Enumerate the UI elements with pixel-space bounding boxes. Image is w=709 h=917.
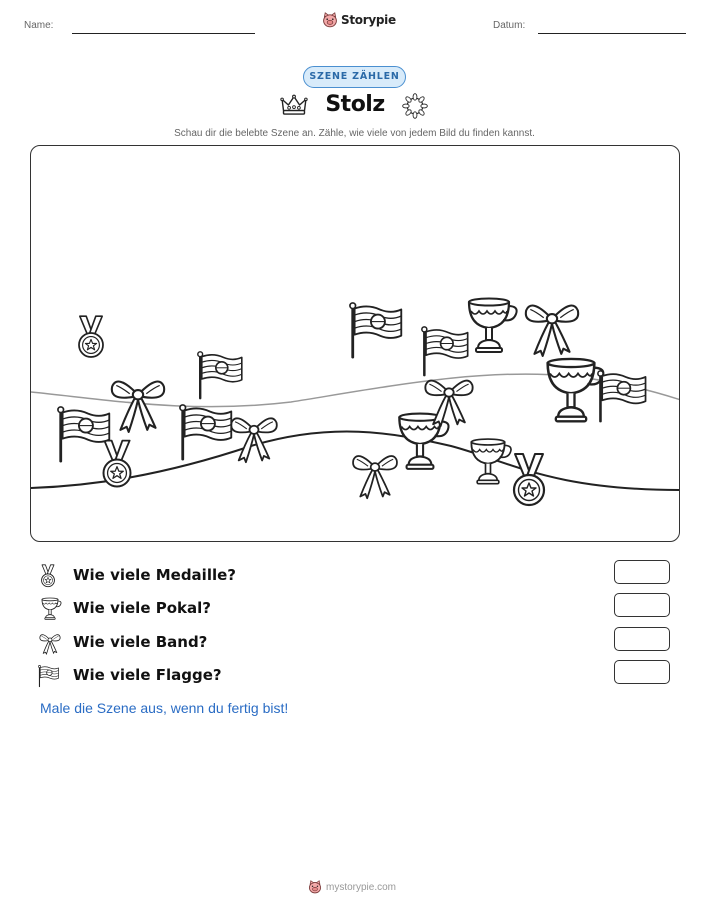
name-label: Name: bbox=[24, 20, 54, 31]
date-line[interactable] bbox=[538, 33, 686, 34]
flag-icon bbox=[58, 407, 109, 461]
medal-icon bbox=[104, 441, 131, 487]
instruction-text: Schau dir die belebte Szene an. Zähle, wie viele von jedem Bild du finden kannst. bbox=[174, 128, 535, 139]
flag-icon bbox=[38, 664, 60, 688]
question-text: Wie viele Band? bbox=[73, 633, 208, 651]
question-row-medal bbox=[38, 564, 670, 590]
flag-icon bbox=[198, 352, 242, 398]
date-label: Datum: bbox=[493, 20, 526, 31]
name-line[interactable] bbox=[72, 33, 255, 34]
ribbon-icon bbox=[353, 456, 397, 498]
flag-icon bbox=[350, 303, 401, 357]
trophy-icon bbox=[471, 439, 511, 484]
worksheet-tag: SZENE ZÄHLEN bbox=[303, 66, 406, 88]
page-title: Stolz bbox=[325, 92, 385, 117]
question-text: Wie viele Flagge? bbox=[73, 666, 222, 684]
counting-scene bbox=[30, 145, 680, 542]
ribbon-icon bbox=[112, 382, 164, 432]
trophy-icon bbox=[548, 359, 604, 421]
question-row-trophy bbox=[38, 597, 670, 623]
ribbon-icon bbox=[38, 631, 62, 655]
medal-icon bbox=[514, 454, 544, 505]
footer-site[interactable]: mystorypie.com bbox=[326, 881, 397, 893]
crown-icon bbox=[280, 93, 308, 117]
trophy-icon bbox=[38, 597, 62, 621]
answer-box-medal[interactable] bbox=[614, 560, 670, 584]
brand-logo bbox=[322, 12, 396, 28]
question-text: Wie viele Medaille? bbox=[73, 566, 236, 584]
medal-icon bbox=[79, 316, 103, 357]
pig-icon bbox=[308, 880, 322, 894]
trophy-icon bbox=[469, 299, 517, 353]
closing-instruction: Male die Szene aus, wenn du fertig bist! bbox=[40, 700, 289, 716]
wreath-icon bbox=[402, 93, 428, 119]
flag-icon bbox=[422, 327, 468, 375]
flag-icon bbox=[180, 405, 231, 459]
answer-box-flag[interactable] bbox=[614, 660, 670, 684]
pig-icon bbox=[322, 12, 338, 28]
medal-icon bbox=[38, 564, 58, 588]
flag-icon bbox=[598, 371, 646, 421]
answer-box-trophy[interactable] bbox=[614, 593, 670, 617]
brand-name: Storypie bbox=[341, 13, 396, 27]
footer bbox=[308, 880, 396, 894]
question-row-flag bbox=[38, 664, 670, 690]
ribbon-icon bbox=[526, 306, 578, 356]
question-text: Wie viele Pokal? bbox=[73, 599, 211, 617]
question-row-ribbon bbox=[38, 631, 670, 657]
answer-box-ribbon[interactable] bbox=[614, 627, 670, 651]
